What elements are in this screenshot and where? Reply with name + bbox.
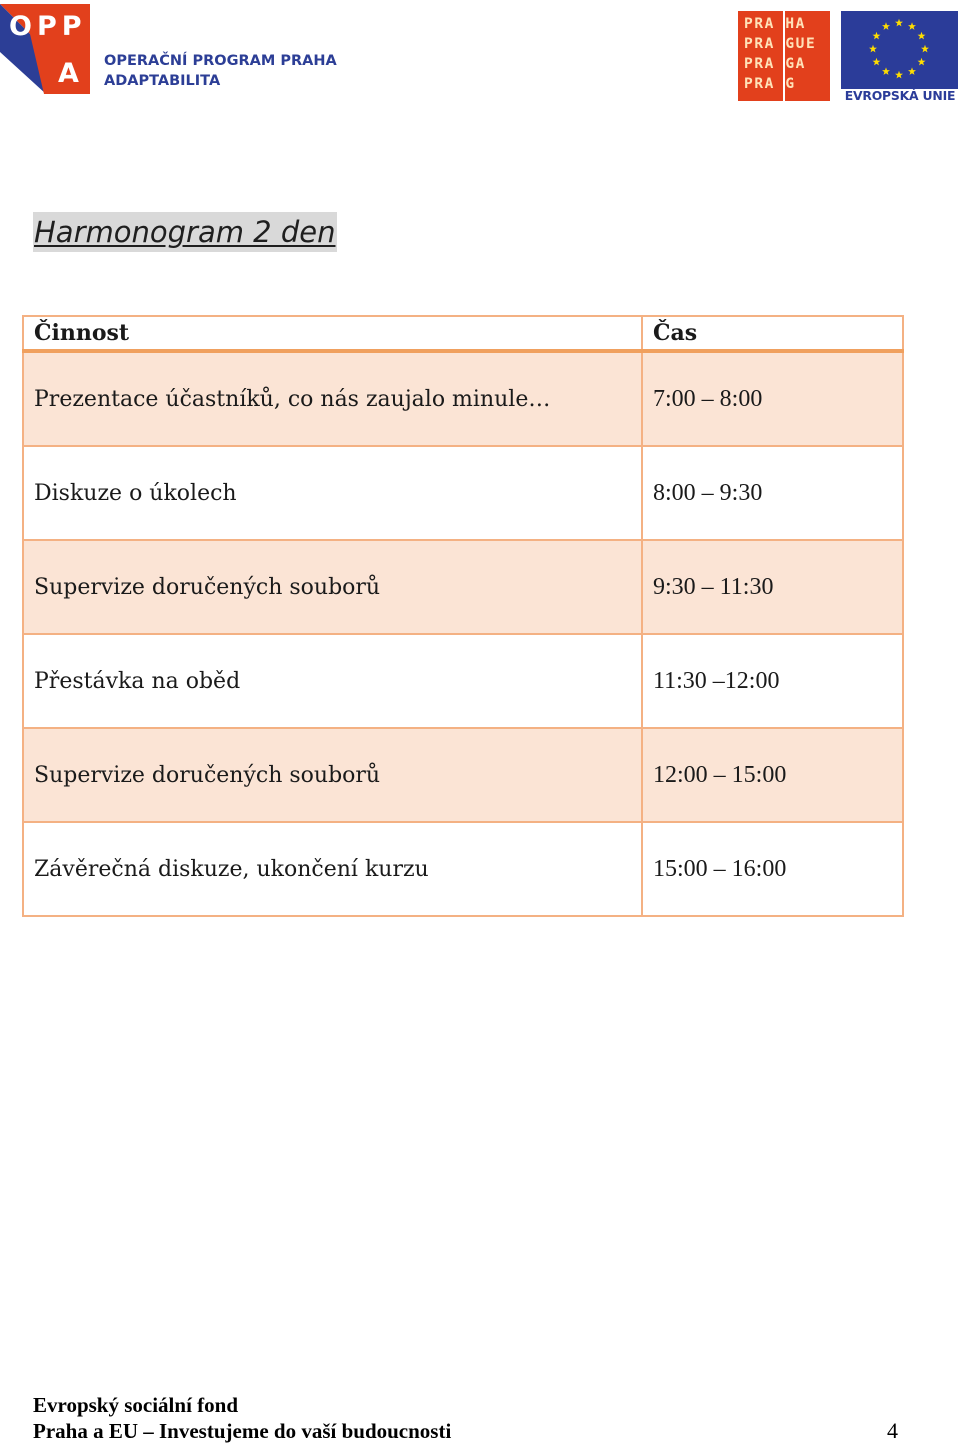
time-cell: 9:30 – 11:30 <box>642 540 903 634</box>
eu-star-icon <box>895 19 903 27</box>
eu-star-icon <box>882 67 890 75</box>
time-cell: 12:00 – 15:00 <box>642 728 903 822</box>
page-number: 4 <box>887 1418 898 1443</box>
praha-logo-row: PRA HA <box>744 16 806 32</box>
table-row <box>23 351 903 446</box>
eu-star-icon <box>882 22 890 30</box>
eu-star-icon <box>908 67 916 75</box>
table-row <box>23 540 903 634</box>
eu-flag-icon <box>841 11 958 89</box>
eu-star-icon <box>872 32 880 40</box>
eu-logo <box>841 11 959 103</box>
praha-logo <box>738 11 830 101</box>
activity-cell: Supervize doručených souborů <box>23 728 642 822</box>
eu-star-icon <box>908 22 916 30</box>
footer-line-2: Praha a EU – Investujeme do vaší budoucnosti <box>33 1419 452 1443</box>
activity-cell: Diskuze o úkolech <box>23 446 642 540</box>
oppa-logo <box>0 4 337 96</box>
activity-cell: Závěrečná diskuze, ukončení kurzu <box>23 822 642 916</box>
page-footer <box>33 1392 903 1444</box>
schedule-table <box>22 315 904 917</box>
activity-cell: Přestávka na oběd <box>23 634 642 728</box>
eu-star-icon <box>918 32 926 40</box>
praha-logo-row: PRA G <box>744 76 796 92</box>
column-header-time: Čas <box>642 316 903 351</box>
praha-logo-row: PRA GUE <box>744 36 817 52</box>
eu-star-icon <box>869 45 877 53</box>
oppa-letters-top: OPP <box>9 11 87 42</box>
footer-line-1: Evropský sociální fond <box>33 1393 239 1417</box>
table-row <box>23 822 903 916</box>
time-cell: 15:00 – 16:00 <box>642 822 903 916</box>
table-header-row <box>23 316 903 351</box>
eu-star-icon <box>895 71 903 79</box>
oppa-letter-a: A <box>58 58 79 89</box>
eu-logo-label: EVROPSKÁ UNIE <box>844 88 956 103</box>
time-cell: 7:00 – 8:00 <box>642 351 903 446</box>
table-row <box>23 728 903 822</box>
eu-star-icon <box>918 58 926 66</box>
oppa-logo-text <box>104 51 337 91</box>
time-cell: 8:00 – 9:30 <box>642 446 903 540</box>
eu-stars-icon <box>841 11 958 89</box>
activity-cell: Supervize doručených souborů <box>23 540 642 634</box>
table-row <box>23 634 903 728</box>
oppa-line-1: OPERAČNÍ PROGRAM PRAHA <box>104 53 337 69</box>
time-cell: 11:30 –12:00 <box>642 634 903 728</box>
column-header-activity: Činnost <box>23 316 642 351</box>
activity-cell: Prezentace účastníků, co nás zaujalo minule… <box>23 351 642 446</box>
page-title: Harmonogram 2 den <box>33 212 337 252</box>
table-row <box>23 446 903 540</box>
eu-star-icon <box>921 45 929 53</box>
praha-logo-row: PRA GA <box>744 56 806 72</box>
oppa-line-2: ADAPTABILITA <box>104 73 221 89</box>
eu-star-icon <box>872 58 880 66</box>
